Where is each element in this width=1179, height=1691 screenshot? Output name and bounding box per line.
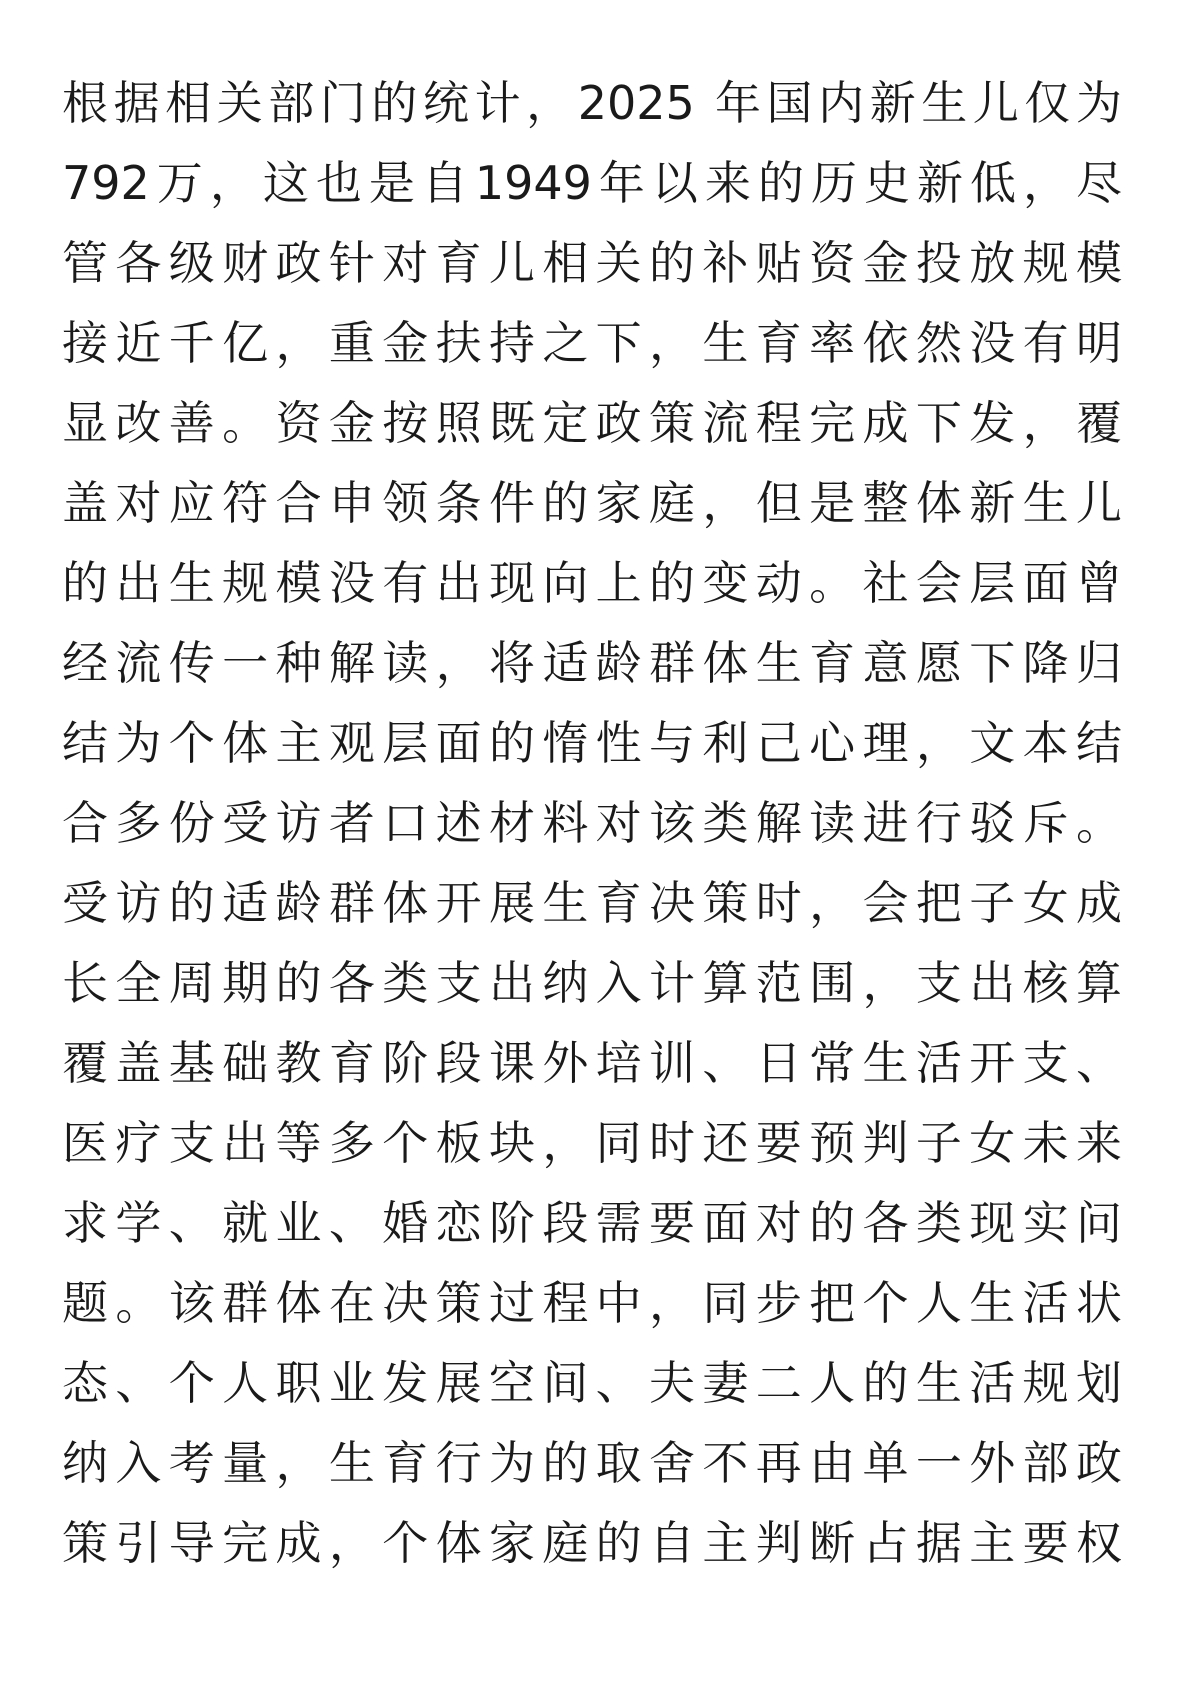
article-line: 接近千亿，重金扶持之下，生育率依然没有明	[62, 316, 1122, 370]
article-line: 覆盖基础教育阶段课外培训、日常生活开支、	[62, 1036, 1122, 1090]
article-line: 受访的适龄群体开展生育决策时，会把子女成	[62, 876, 1122, 930]
article-line: 医疗支出等多个板块，同时还要预判子女未来	[62, 1116, 1122, 1170]
article-line: 显改善。资金按照既定政策流程完成下发，覆	[62, 396, 1122, 450]
article-line: 792万，这也是自1949年以来的历史新低，尽	[62, 156, 1122, 210]
article-line: 经流传一种解读，将适龄群体生育意愿下降归	[62, 636, 1122, 690]
article-line: 求学、就业、婚恋阶段需要面对的各类现实问	[62, 1196, 1122, 1250]
article-line: 根据相关部门的统计，2025 年国内新生儿仅为	[62, 76, 1122, 130]
article-body	[0, 60, 1179, 1691]
article-line: 的出生规模没有出现向上的变动。社会层面曾	[62, 556, 1122, 610]
article-line: 态、个人职业发展空间、夫妻二人的生活规划	[62, 1356, 1122, 1410]
article-line: 策引导完成，个体家庭的自主判断占据主要权	[62, 1516, 1122, 1570]
article-line: 管各级财政针对育儿相关的补贴资金投放规模	[62, 236, 1122, 290]
article-line: 盖对应符合申领条件的家庭，但是整体新生儿	[62, 476, 1122, 530]
article-line: 结为个体主观层面的惰性与利己心理，文本结	[62, 716, 1122, 770]
article-line: 合多份受访者口述材料对该类解读进行驳斥。	[62, 796, 1122, 850]
article-line: 纳入考量，生育行为的取舍不再由单一外部政	[62, 1436, 1122, 1490]
article-line: 长全周期的各类支出纳入计算范围，支出核算	[62, 956, 1122, 1010]
article-line: 题。该群体在决策过程中，同步把个人生活状	[62, 1276, 1122, 1330]
